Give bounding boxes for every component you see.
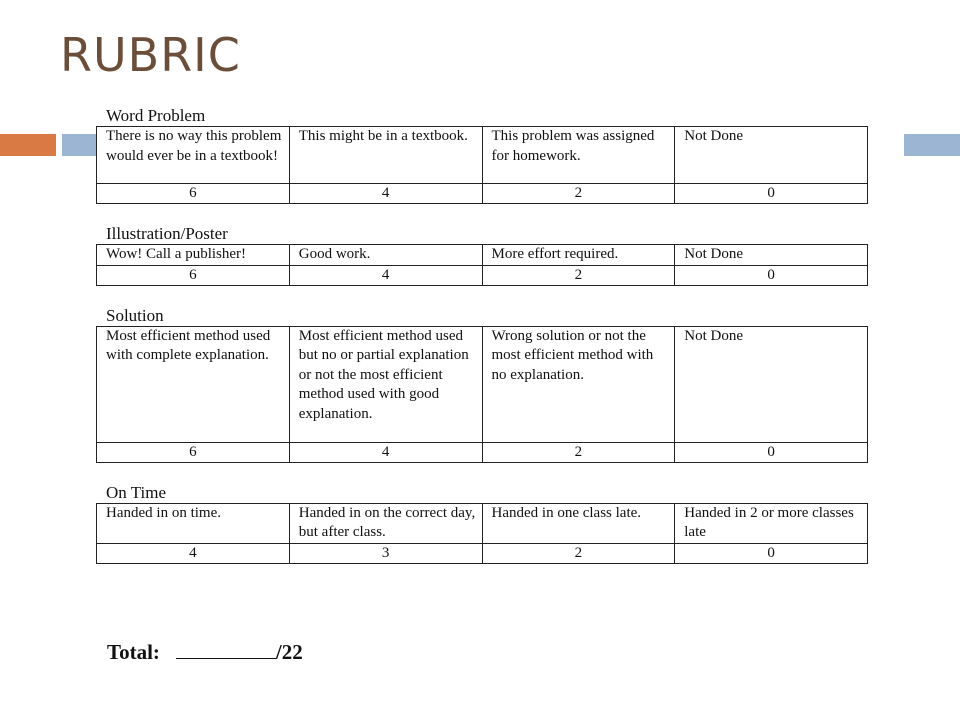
descriptor-cell: Not Done [675,127,868,184]
descriptor-row [97,503,868,543]
score-cell: 2 [482,442,675,462]
rubric-document [96,106,868,564]
descriptor-cell: Most efficient method used with complete explanation. [97,326,290,442]
section-illustration-poster [96,224,868,286]
descriptor-cell: There is no way this problem would ever be in a textbook! [97,127,290,184]
descriptor-cell: This might be in a textbook. [289,127,482,184]
descriptor-row [97,245,868,266]
section-title: Word Problem [106,106,206,125]
score-cell: 6 [97,184,290,204]
descriptor-cell: Not Done [675,326,868,442]
slide-title: RUBRIC [60,28,241,82]
rubric-table [96,126,868,204]
score-cell: 4 [289,442,482,462]
descriptor-cell: This problem was assigned for homework. [482,127,675,184]
descriptor-cell: Handed in one class late. [482,503,675,543]
accent-bar-blue-left [62,134,96,156]
score-row [97,265,868,285]
accent-bar-orange [0,134,56,156]
section-solution [96,306,868,463]
descriptor-cell: Good work. [289,245,482,266]
descriptor-cell: Wrong solution or not the most efficient method with no explanation. [482,326,675,442]
total-line [107,640,303,665]
score-cell: 0 [675,543,868,563]
score-cell: 4 [289,184,482,204]
score-row [97,543,868,563]
score-row [97,442,868,462]
section-title: On Time [106,482,166,502]
score-cell: 0 [675,265,868,285]
score-cell: 0 [675,442,868,462]
rubric-table [96,503,868,564]
accent-bar-blue-right [904,134,960,156]
descriptor-cell: Most efficient method used but no or partial explanation or not the most efficient method used with good explanation. [289,326,482,442]
score-cell: 6 [97,442,290,462]
rubric-table [96,244,868,286]
score-cell: 2 [482,265,675,285]
score-cell: 3 [289,543,482,563]
score-row [97,184,868,204]
descriptor-row [97,127,868,184]
descriptor-cell: Handed in 2 or more classes late [675,503,868,543]
section-title: Illustration/Poster [106,224,228,243]
descriptor-cell: Not Done [675,245,868,266]
score-cell: 2 [482,543,675,563]
descriptor-cell: Handed in on time. [97,503,290,543]
total-blank [176,640,276,659]
section-on-time [96,483,868,564]
score-cell: 6 [97,265,290,285]
descriptor-cell: Handed in on the correct day, but after class. [289,503,482,543]
rubric-table [96,326,868,463]
score-cell: 4 [289,265,482,285]
section-word-problem [96,106,868,204]
section-title: Solution [106,305,164,325]
total-label: Total: [107,640,160,664]
descriptor-row [97,326,868,442]
descriptor-cell: More effort required. [482,245,675,266]
total-max: /22 [275,640,303,664]
score-cell: 0 [675,184,868,204]
score-cell: 2 [482,184,675,204]
descriptor-cell: Wow! Call a publisher! [97,245,290,266]
score-cell: 4 [97,543,290,563]
